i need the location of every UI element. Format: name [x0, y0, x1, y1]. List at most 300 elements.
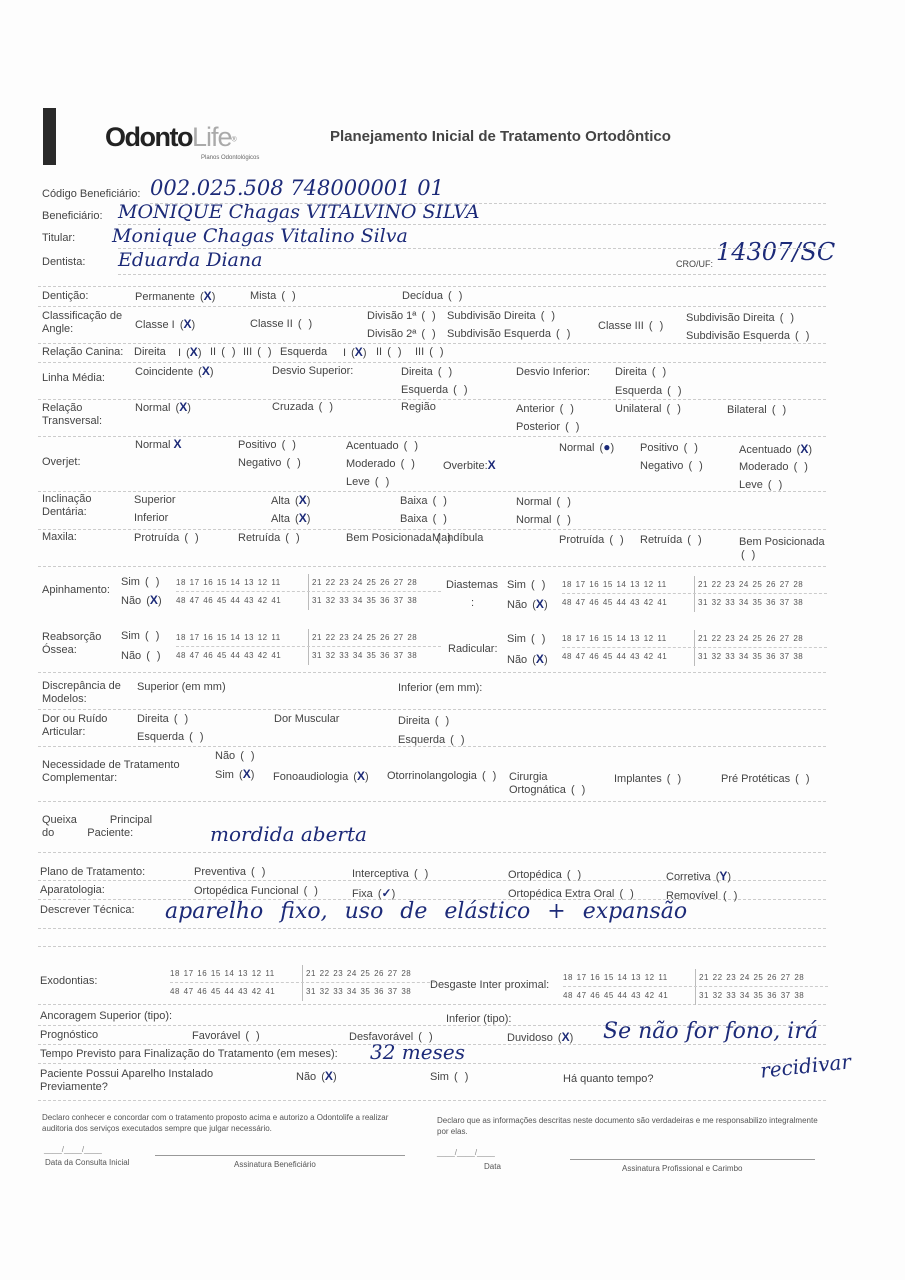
option-coincidente[interactable] [135, 365, 214, 379]
option-label: Protruída [134, 532, 180, 544]
option-subdivisao-esquerda[interactable] [447, 328, 570, 341]
dor-label: Dor ou Ruído Articular: [42, 713, 108, 738]
option-label: Alta [271, 513, 290, 525]
arch-divider [562, 593, 827, 594]
tooth-numbers-upper-l[interactable]: 21 22 23 24 25 26 27 28 [312, 633, 418, 642]
option-mista[interactable] [250, 290, 296, 303]
option-label: Negativo [238, 457, 282, 469]
option-overjet-acentuado[interactable] [346, 440, 418, 453]
tecnica-field[interactable]: aparelho fixo, uso de elástico + expansão [165, 899, 688, 924]
option-label: Não [121, 595, 142, 607]
arch-divider [170, 982, 435, 983]
checkbox[interactable] [319, 401, 333, 413]
divider [118, 274, 826, 275]
checkbox[interactable] [565, 421, 579, 433]
inclinacao-label: Inclinação Dentária: [42, 493, 92, 518]
checkbox[interactable] [772, 404, 786, 416]
overbite-label [443, 459, 496, 473]
option-label: Sim [121, 576, 140, 588]
canina-label: Relação Canina: [42, 346, 124, 358]
checkbox[interactable] [531, 633, 545, 645]
tooth-numbers-lower-r[interactable]: 48 47 46 45 44 43 42 41 [563, 991, 669, 1000]
tooth-numbers-lower-r[interactable]: 48 47 46 45 44 43 42 41 [176, 596, 282, 605]
option-label: Posterior [516, 421, 561, 433]
dentista-field[interactable]: Eduarda Diana [118, 249, 263, 271]
option-overbite-leve[interactable] [739, 479, 782, 492]
checkbox[interactable] [174, 713, 188, 725]
tooth-numbers-upper-r[interactable]: 18 17 16 15 14 13 12 11 [563, 973, 668, 982]
checkbox[interactable] [145, 576, 159, 588]
option-label: Favorável [192, 1030, 241, 1042]
option-transv-normal[interactable] [135, 401, 191, 415]
option-canina-dir-2[interactable] [210, 346, 236, 359]
divider [38, 286, 826, 287]
checkbox[interactable] [353, 771, 368, 783]
option-canina-esq-1[interactable] [343, 346, 366, 360]
checkbox[interactable] [286, 457, 300, 469]
tooth-numbers-upper-l[interactable]: 21 22 23 24 25 26 27 28 [698, 634, 804, 643]
checkbox[interactable] [401, 458, 415, 470]
option-diastemas-nao[interactable] [507, 598, 548, 612]
option-label: Ortopédica Funcional [194, 885, 299, 897]
check-mark: X [535, 597, 544, 611]
tooth-numbers-lower-l[interactable]: 31 32 33 34 35 36 37 38 [698, 652, 804, 661]
checkbox[interactable] [281, 290, 295, 302]
option-label: Não [296, 1071, 317, 1083]
checkbox[interactable] [282, 439, 296, 451]
checkbox[interactable] [556, 328, 570, 340]
titular-field[interactable]: Monique Chagas Vitalino Silva [112, 225, 408, 247]
check-mark: X [298, 511, 307, 525]
tooth-numbers-lower-r[interactable]: 48 47 46 45 44 43 42 41 [176, 651, 282, 660]
option-duvidoso[interactable] [507, 1031, 573, 1045]
beneficiario-field[interactable]: MONIQUE Chagas VITALVINO SILVA [118, 201, 480, 223]
checkbox[interactable] [532, 599, 547, 611]
option-muscular-esquerda[interactable] [398, 734, 465, 747]
tooth-numbers-lower-r[interactable]: 48 47 46 45 44 43 42 41 [170, 987, 276, 996]
option-anterior[interactable] [516, 403, 574, 416]
option-mandibula-bem-posicionada[interactable] [739, 536, 829, 562]
option-label: Direita [615, 366, 647, 378]
checkbox[interactable] [375, 476, 389, 488]
checkbox[interactable] [557, 496, 571, 508]
checkbox[interactable] [687, 534, 701, 546]
ans-registration-tag [43, 108, 56, 165]
checkbox[interactable] [200, 291, 215, 303]
data-field[interactable]: ____/____/____ [437, 1148, 495, 1157]
divider [38, 946, 826, 947]
option-radicular-sim[interactable] [507, 633, 545, 646]
option-divisao-2[interactable] [367, 328, 436, 341]
option-cruzada[interactable] [272, 401, 333, 414]
option-label: Leve [346, 476, 370, 488]
option-classe-3[interactable] [598, 320, 663, 333]
option-radicular-nao[interactable] [507, 653, 548, 667]
denticao-label: Dentição: [42, 290, 89, 302]
checkbox[interactable] [304, 885, 318, 897]
checkbox[interactable] [429, 346, 443, 358]
option-label: Sim [430, 1071, 449, 1083]
option-overbite-moderado[interactable] [739, 461, 808, 474]
check-mark: X [201, 364, 210, 378]
checkbox[interactable] [435, 715, 449, 727]
checkbox[interactable] [186, 347, 201, 359]
midline-divider [694, 630, 695, 666]
checkbox[interactable] [649, 320, 663, 332]
option-label: I [178, 347, 182, 359]
option-overbite-negativo[interactable] [640, 460, 703, 473]
check-mark: X [183, 317, 192, 331]
option-subdivisao-direita[interactable] [447, 310, 555, 323]
option-reabsorcao-nao[interactable] [121, 650, 161, 663]
checkbox[interactable] [797, 444, 812, 456]
option-label: Decídua [402, 290, 443, 302]
checkbox[interactable] [414, 868, 428, 880]
checkbox[interactable] [351, 347, 366, 359]
divider [38, 343, 826, 344]
option-maxila-protruida[interactable] [134, 532, 199, 545]
option-label: Subdivisão Esquerda [447, 328, 551, 340]
option-label: Esquerda [615, 385, 663, 397]
checkbox[interactable] [716, 871, 731, 883]
divider [118, 224, 826, 225]
checkbox[interactable] [667, 403, 681, 415]
option-label: Ortopédica [508, 869, 562, 881]
checkbox[interactable] [433, 513, 447, 525]
arch-divider [176, 591, 441, 592]
checkbox[interactable] [285, 532, 299, 544]
tooth-numbers-lower-r[interactable]: 48 47 46 45 44 43 42 41 [562, 652, 668, 661]
checkbox[interactable] [404, 440, 418, 452]
tempo-field[interactable]: 32 meses [370, 1040, 465, 1064]
data-consulta-field[interactable]: ____/____/____ [44, 1145, 102, 1154]
option-posterior[interactable] [516, 421, 579, 434]
checkbox[interactable] [198, 366, 213, 378]
option-apinhamento-sim[interactable] [121, 576, 159, 589]
desgaste-label: Desgaste Inter proximal: [430, 979, 550, 991]
option-otorrinolaringologia[interactable] [387, 770, 496, 783]
cro-field[interactable]: 14307/SC [716, 238, 836, 266]
check-mark: X [189, 345, 198, 359]
option-overjet-leve[interactable] [346, 476, 389, 489]
checkbox[interactable] [295, 495, 310, 507]
check-mark: X [203, 289, 212, 303]
arch-divider [562, 647, 827, 648]
option-aparelho-sim[interactable] [430, 1071, 468, 1084]
checkbox[interactable] [221, 346, 235, 358]
checkbox[interactable] [688, 460, 702, 472]
midline-divider [302, 965, 303, 1001]
prognostico-label: Prognóstico [40, 1029, 99, 1041]
checkbox[interactable] [298, 318, 312, 330]
option-ortopedica-funcional[interactable] [194, 885, 318, 898]
option-label: Não [507, 654, 528, 666]
option-apinhamento-nao[interactable] [121, 594, 162, 608]
option-mandibula-retruida[interactable] [640, 534, 702, 547]
ha-quanto-tempo-label: Há quanto tempo? [563, 1073, 654, 1085]
option-dor-esquerda[interactable] [137, 731, 204, 744]
option-classe-3-subdivisao-direita[interactable] [686, 312, 794, 325]
checkbox[interactable] [667, 385, 681, 397]
check-mark: X [535, 652, 544, 666]
option-label: Baixa [400, 495, 428, 507]
tooth-numbers-upper-r[interactable]: 18 17 16 15 14 13 12 11 [176, 633, 281, 642]
checkbox[interactable] [454, 1071, 468, 1083]
checkbox[interactable] [453, 384, 467, 396]
option-necessidade-nao[interactable] [215, 750, 255, 763]
check-mark: X [356, 769, 365, 783]
checkbox[interactable] [146, 650, 160, 662]
dentista-label: Dentista: [42, 256, 86, 268]
checkbox[interactable] [780, 312, 794, 324]
checkbox[interactable] [421, 328, 435, 340]
option-unilateral[interactable] [615, 403, 681, 416]
option-overjet-normal[interactable] [135, 438, 182, 452]
option-canina-dir-1[interactable] [178, 346, 201, 360]
checkbox[interactable] [180, 319, 195, 331]
desvio-inferior-label: Desvio Inferior: [516, 366, 590, 378]
option-interceptiva[interactable] [352, 868, 428, 881]
option-label: Protruída [559, 534, 605, 546]
option-label: Não [215, 750, 236, 762]
divider [38, 801, 826, 802]
checkbox[interactable] [239, 769, 254, 781]
tooth-numbers-lower-l[interactable]: 31 32 33 34 35 36 37 38 [312, 596, 418, 605]
checkbox[interactable] [184, 532, 198, 544]
tooth-numbers-upper-l[interactable]: 21 22 23 24 25 26 27 28 [312, 578, 418, 587]
checkbox[interactable] [146, 595, 161, 607]
tooth-numbers-upper-r[interactable]: 18 17 16 15 14 13 12 11 [176, 578, 281, 587]
option-label: Direita [398, 715, 430, 727]
checkbox[interactable] [557, 514, 571, 526]
option-implantes[interactable] [614, 773, 681, 786]
option-label: Sim [507, 579, 526, 591]
checkbox[interactable] [567, 869, 581, 881]
angle-label: Classificação de Angle: [42, 310, 123, 335]
option-overjet-positivo[interactable] [238, 439, 296, 452]
option-dor-direita[interactable] [137, 713, 188, 726]
checkbox[interactable] [541, 310, 555, 322]
tooth-numbers-upper-r[interactable]: 18 17 16 15 14 13 12 11 [562, 580, 667, 589]
checkbox[interactable] [257, 346, 271, 358]
option-label: Subdivisão Esquerda [686, 330, 790, 342]
discrepancia-superior-field[interactable]: Superior (em mm) [137, 681, 226, 693]
option-label: Permanente [135, 291, 195, 303]
checkbox[interactable] [240, 750, 254, 762]
option-overbite-positivo[interactable] [640, 442, 698, 455]
option-favoravel[interactable] [192, 1030, 260, 1043]
option-diastemas-sim[interactable] [507, 579, 545, 592]
option-label: Normal [135, 439, 171, 451]
option-desvio-inf-direita[interactable] [615, 366, 666, 379]
check-mark: X [487, 458, 496, 472]
option-cirurgia-ortognatica[interactable] [509, 771, 604, 797]
option-desvio-sup-esquerda[interactable] [401, 384, 468, 397]
odontolife-logo [105, 122, 260, 161]
option-pre-proteticas[interactable] [721, 773, 810, 786]
option-muscular-direita[interactable] [398, 715, 449, 728]
signature-line[interactable] [155, 1155, 405, 1156]
option-label: Fixa [352, 888, 373, 900]
option-divisao-1[interactable] [367, 310, 436, 323]
checkbox[interactable] [652, 366, 666, 378]
option-label: Esquerda [401, 384, 449, 396]
checkbox[interactable] [482, 770, 496, 782]
tooth-numbers-lower-l[interactable]: 31 32 33 34 35 36 37 38 [698, 598, 804, 607]
checkbox[interactable] [245, 1030, 259, 1042]
checkbox[interactable] [795, 773, 809, 785]
page-title: Planejamento Inicial de Tratamento Ortodôntico [330, 128, 671, 145]
option-canina-dir-3[interactable] [243, 346, 272, 359]
option-inf-alta[interactable] [271, 512, 310, 526]
check-mark: X [298, 493, 307, 507]
checkbox[interactable] [609, 534, 623, 546]
option-overbite-acentuado[interactable] [739, 443, 812, 457]
option-classe-3-subdivisao-esquerda[interactable] [686, 330, 809, 343]
option-label: Otorrinolangologia [387, 770, 477, 782]
option-permanente[interactable] [135, 290, 215, 304]
option-inf-baixa[interactable] [400, 513, 447, 526]
option-ortopedica[interactable] [508, 869, 581, 882]
option-decidua[interactable] [402, 290, 462, 303]
checkbox[interactable] [667, 773, 681, 785]
checkbox[interactable] [531, 579, 545, 591]
divider [38, 852, 826, 853]
option-label: Mista [250, 290, 277, 302]
option-classe-2[interactable] [250, 318, 312, 331]
checkbox[interactable] [438, 366, 452, 378]
checkbox[interactable] [421, 310, 435, 322]
tooth-numbers-lower-r[interactable]: 48 47 46 45 44 43 42 41 [562, 598, 668, 607]
option-overbite-normal[interactable] [559, 441, 614, 455]
option-sup-normal[interactable] [516, 496, 571, 509]
checkbox[interactable] [176, 402, 191, 414]
option-overjet-moderado[interactable] [346, 458, 415, 471]
midline-divider [308, 574, 309, 610]
checkbox[interactable] [145, 630, 159, 642]
regiao-label: Região [401, 401, 436, 413]
option-label: Baixa [400, 513, 428, 525]
tooth-numbers-upper-l[interactable]: 21 22 23 24 25 26 27 28 [699, 973, 805, 982]
option-label: Não [507, 599, 528, 611]
checkbox[interactable] [251, 866, 265, 878]
checkbox[interactable] [560, 403, 574, 415]
checkbox[interactable] [571, 784, 585, 796]
option-inf-normal[interactable] [516, 514, 571, 527]
checkbox[interactable] [741, 549, 755, 561]
checkbox[interactable] [723, 890, 737, 902]
option-label: Bem Posicionada [346, 532, 432, 544]
checkbox[interactable] [558, 1032, 573, 1044]
checkbox[interactable] [295, 513, 310, 525]
option-label: Interceptiva [352, 868, 409, 880]
checkbox[interactable] [321, 1071, 336, 1083]
option-canina-esq-3[interactable] [415, 346, 444, 359]
option-aparelho-nao[interactable] [296, 1070, 337, 1084]
plano-label: Plano de Tratamento: [40, 866, 146, 878]
option-overjet-negativo[interactable] [238, 457, 301, 470]
beneficiario-label: Beneficiário: [42, 210, 103, 222]
checkbox[interactable] [433, 495, 447, 507]
option-maxila-retruida[interactable] [238, 532, 300, 545]
checkbox[interactable] [768, 479, 782, 491]
divider [38, 672, 826, 673]
option-label: Negativo [640, 460, 684, 472]
overbite-text: Overbite: [443, 460, 488, 472]
divider [38, 566, 826, 567]
desvio-superior-label: Desvio Superior: [272, 365, 354, 377]
option-canina-esq-2[interactable] [376, 346, 402, 359]
option-preventiva[interactable] [194, 866, 265, 879]
checkbox[interactable] [387, 346, 401, 358]
tooth-numbers-lower-l[interactable]: 31 32 33 34 35 36 37 38 [306, 987, 412, 996]
option-label: Classe I [135, 319, 175, 331]
option-desvio-inf-esquerda[interactable] [615, 385, 682, 398]
checkbox[interactable] [684, 442, 698, 454]
check-mark: X [242, 767, 251, 781]
check-mark: X [149, 593, 158, 607]
checkbox[interactable] [794, 461, 808, 473]
option-label: Corretiva [666, 871, 711, 883]
option-label: Sim [215, 769, 234, 781]
checkbox[interactable] [532, 654, 547, 666]
option-desvio-sup-direita[interactable] [401, 366, 452, 379]
option-label: Divisão 2ª [367, 328, 417, 340]
divider [38, 306, 826, 307]
signature-line[interactable] [570, 1159, 815, 1160]
option-label: Bem Posicionada [739, 536, 825, 548]
tooth-numbers-lower-l[interactable]: 31 32 33 34 35 36 37 38 [699, 991, 805, 1000]
option-corretiva[interactable] [666, 870, 731, 884]
tooth-numbers-upper-l[interactable]: 21 22 23 24 25 26 27 28 [306, 969, 412, 978]
option-necessidade-sim[interactable] [215, 768, 254, 782]
option-classe-1[interactable] [135, 318, 195, 332]
option-mandibula-protruida[interactable] [559, 534, 624, 547]
tooth-numbers-lower-l[interactable]: 31 32 33 34 35 36 37 38 [312, 651, 418, 660]
checkbox[interactable] [600, 442, 615, 454]
option-sup-alta[interactable] [271, 494, 310, 508]
option-bilateral[interactable] [727, 404, 786, 417]
option-sup-baixa[interactable] [400, 495, 447, 508]
tooth-numbers-upper-l[interactable]: 21 22 23 24 25 26 27 28 [698, 580, 804, 589]
discrepancia-inferior-field[interactable]: Inferior (em mm): [398, 682, 483, 694]
option-fonoaudiologia[interactable] [273, 770, 369, 784]
canina-direita-label: Direita [134, 346, 166, 358]
option-label: Pré Protéticas [721, 773, 791, 785]
option-reabsorcao-sim[interactable] [121, 630, 159, 643]
option-label: Anterior [516, 403, 555, 415]
aparelho-previo-label: Paciente Possui Aparelho Instalado Previamente? [40, 1068, 214, 1093]
option-label: Não [121, 650, 142, 662]
queixa-field[interactable]: mordida aberta [210, 822, 367, 846]
option-label: Normal [516, 496, 552, 508]
option-label: Ortopédica Extra Oral [508, 888, 615, 900]
assinatura-profissional-label: Assinatura Profissional e Carimbo [622, 1164, 743, 1173]
checkbox[interactable] [189, 731, 203, 743]
option-label: Coincidente [135, 366, 194, 378]
checkbox[interactable] [448, 290, 462, 302]
checkbox[interactable] [450, 734, 464, 746]
divider [38, 928, 826, 929]
checkbox[interactable] [795, 330, 809, 342]
codigo-field[interactable]: 002.025.508 748000001 01 [150, 176, 444, 200]
diastemas-colon: : [471, 597, 475, 609]
apinhamento-label: Apinhamento: [42, 584, 110, 596]
option-label: Moderado [739, 461, 789, 473]
tooth-numbers-upper-r[interactable]: 18 17 16 15 14 13 12 11 [562, 634, 667, 643]
codigo-label: Código Beneficiário: [42, 188, 141, 200]
tooth-numbers-upper-r[interactable]: 18 17 16 15 14 13 12 11 [170, 969, 275, 978]
